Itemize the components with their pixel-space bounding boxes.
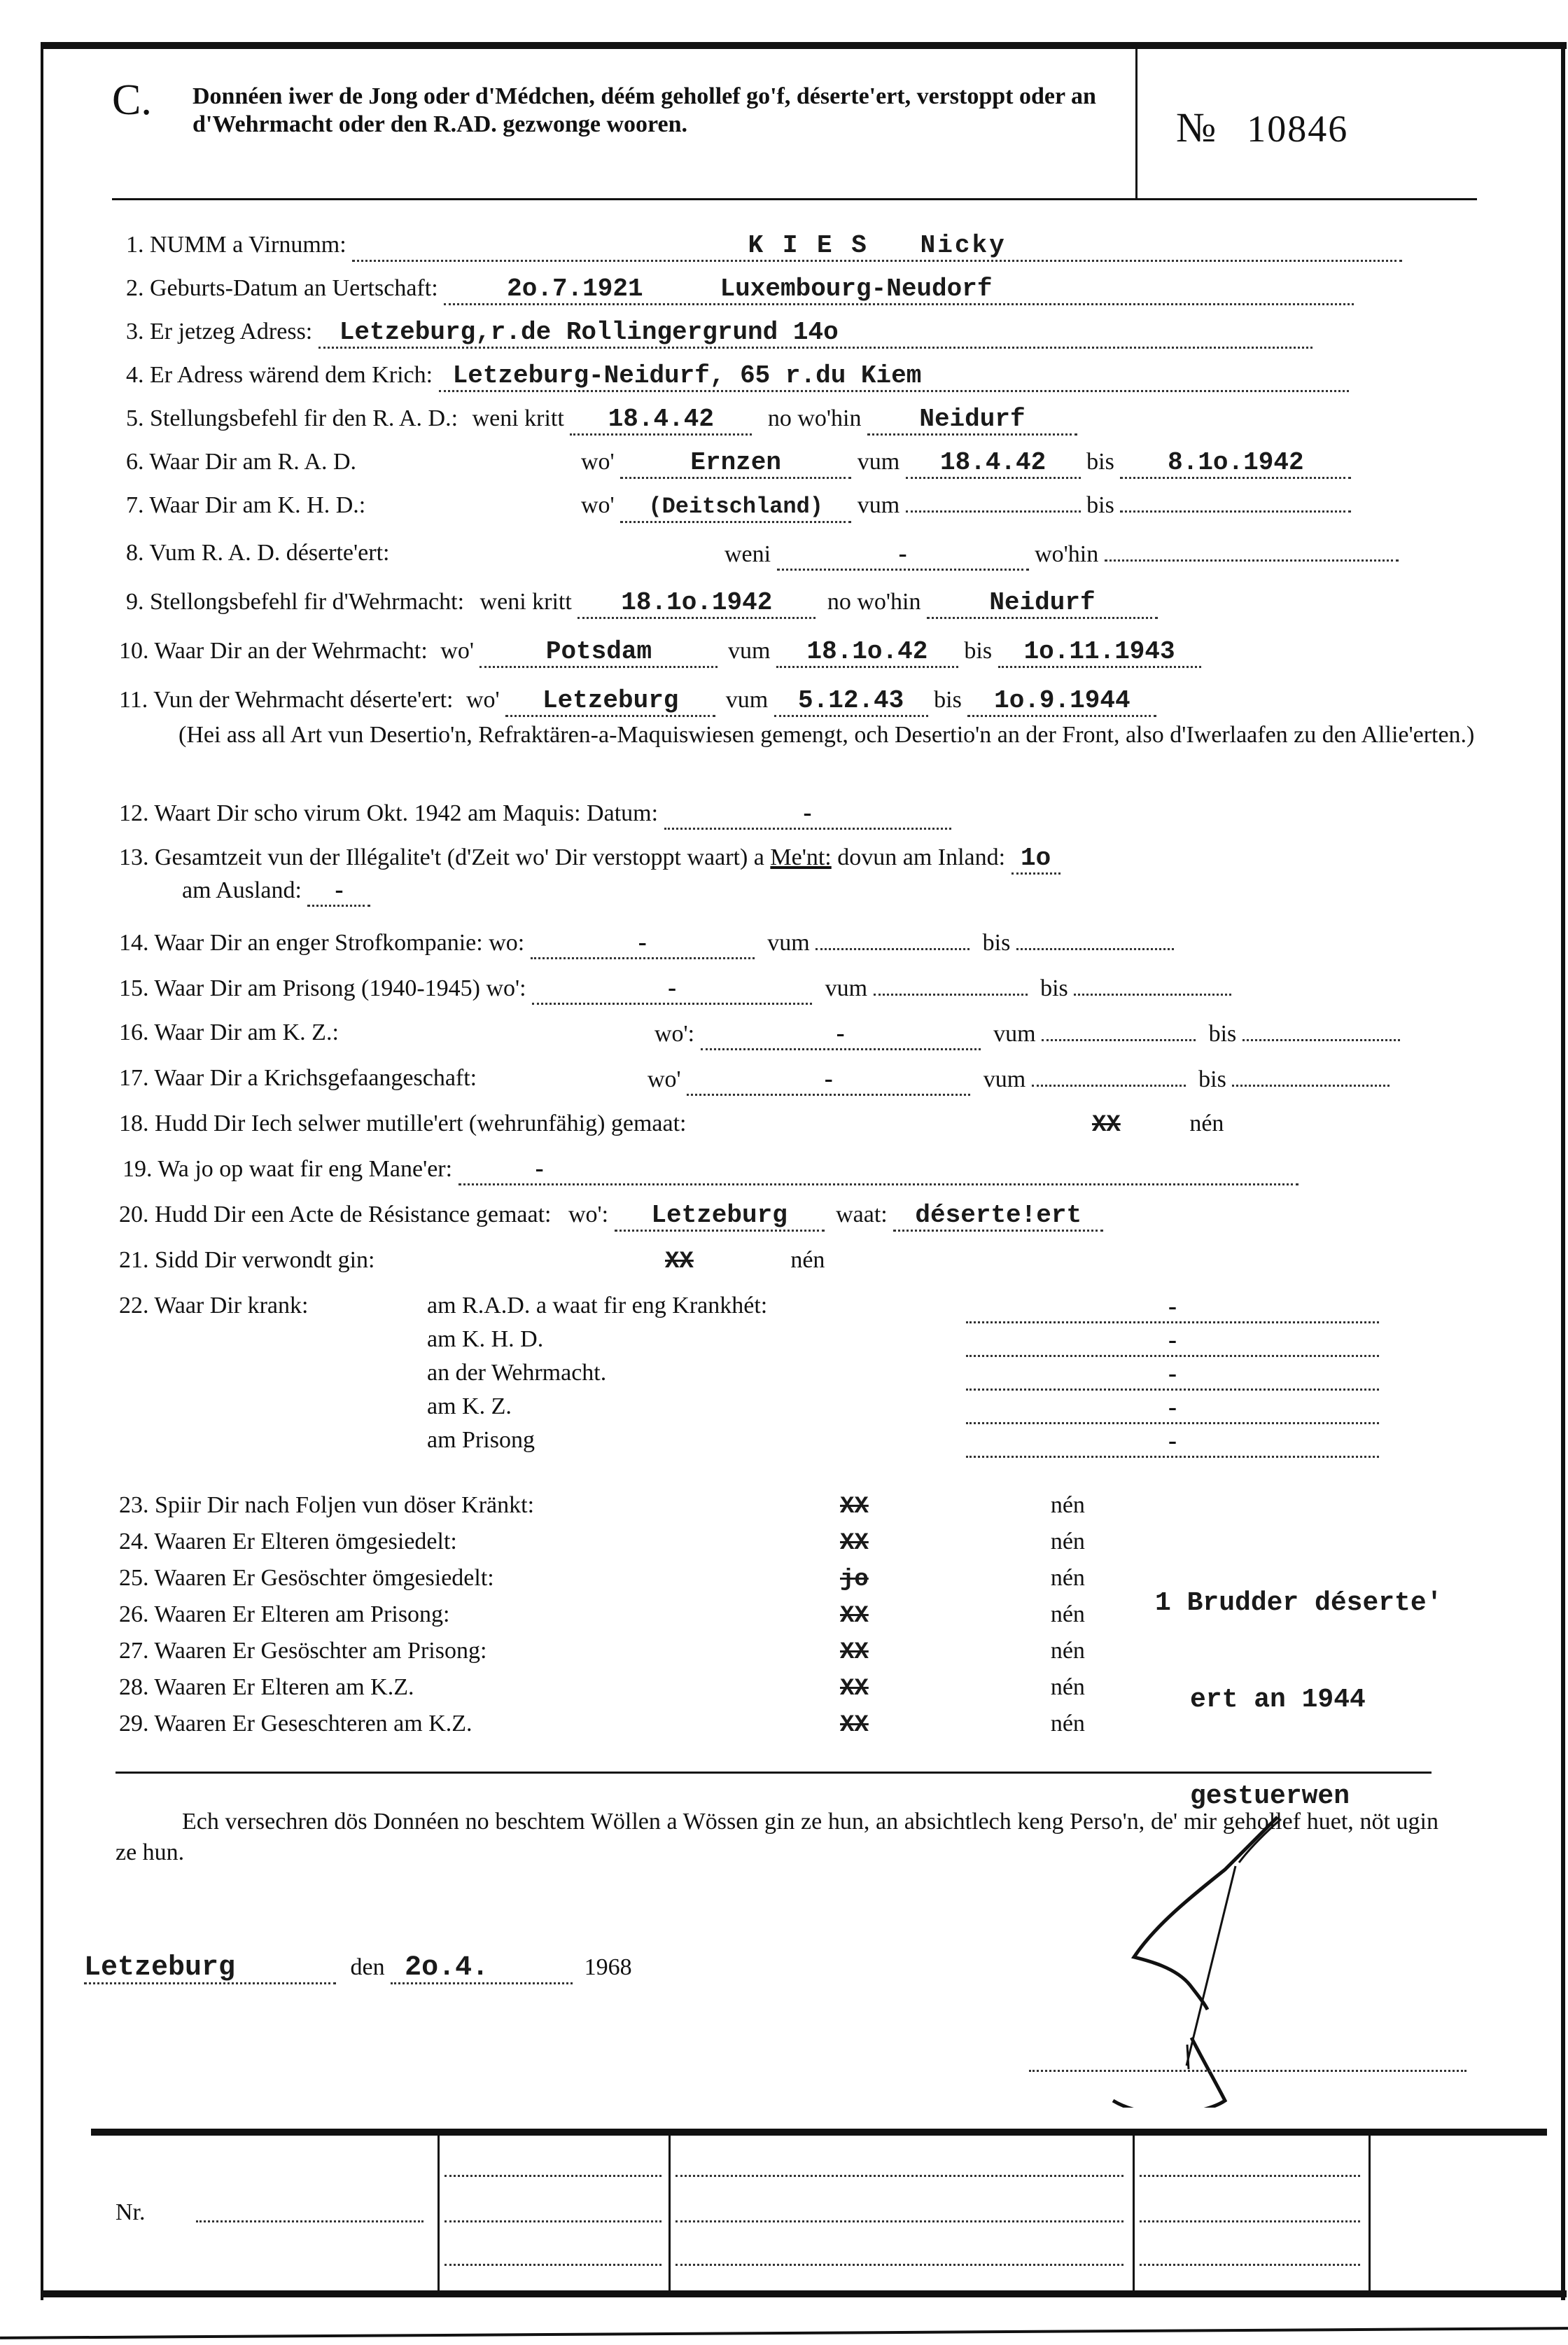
penal-company-dash[interactable]: -	[638, 928, 647, 956]
weni-fill	[777, 539, 1029, 571]
wo-label: wo'	[581, 492, 615, 518]
yes-no-row	[119, 1601, 450, 1629]
wo-fill	[687, 1064, 970, 1096]
waat-label: waat:	[836, 1202, 888, 1227]
signature-stroke	[1187, 2045, 1189, 2069]
field-label: 6. Waar Dir am R. A. D.	[126, 449, 357, 475]
section-letter: C.	[112, 76, 152, 124]
question-label: 24. Waaren Er Elteren ömgesiedelt:	[119, 1529, 457, 1554]
question-label: 29. Waaren Er Geseschteren am K.Z.	[119, 1711, 472, 1737]
weni-label: weni	[724, 541, 771, 567]
yes-no-row	[119, 1673, 414, 1702]
vum-fill	[906, 448, 1081, 479]
field-label: 22. Waar Dir krank:	[119, 1293, 309, 1318]
answer-no[interactable]: nén	[1050, 1492, 1085, 1518]
signature-stroke	[1134, 1817, 1278, 2010]
fill-line	[1242, 1038, 1400, 1041]
field-label: 20. Hudd Dir een Acte de Résistance gemaat:	[119, 1202, 552, 1227]
illness-wehrmacht-answer	[966, 1359, 1379, 1391]
weni-label: weni kritt	[472, 405, 564, 431]
name-fill	[352, 231, 1402, 262]
illness-wehrmacht-dash[interactable]: -	[1168, 1359, 1177, 1387]
header-divider	[1135, 48, 1138, 198]
illness-wehrmacht: an der Wehrmacht.	[427, 1360, 607, 1386]
section-separator	[115, 1772, 1432, 1774]
register-line[interactable]	[444, 2174, 662, 2177]
resistance-place-value[interactable]: Letzeburg	[651, 1201, 788, 1230]
field-7	[126, 492, 365, 520]
yes-no-answers	[840, 1637, 1085, 1666]
wohin-label: no wo'hin	[827, 589, 921, 615]
declaration-place[interactable]: Letzeburg	[84, 1952, 236, 1984]
frame-top-border	[41, 42, 1567, 49]
vum-label: vum	[727, 638, 771, 664]
war-address-fill	[439, 361, 1349, 392]
yes-no-row	[119, 1564, 494, 1592]
wo-fill	[701, 1019, 981, 1050]
register-line[interactable]	[676, 2220, 1124, 2222]
vum-fill	[776, 637, 958, 668]
field-17	[119, 1064, 477, 1092]
register-line[interactable]	[1140, 2263, 1360, 2266]
yes-no-row	[119, 1491, 534, 1519]
illness-kz-answer	[966, 1393, 1379, 1424]
fill-line	[1032, 1084, 1186, 1087]
weni-fill	[570, 405, 752, 436]
field-label: 7. Waar Dir am K. H. D.:	[126, 492, 366, 518]
bis-label: bis	[1198, 1066, 1226, 1092]
field-13	[119, 844, 1060, 875]
field-6	[126, 448, 356, 476]
answer-yes-struck[interactable]: XX	[840, 1603, 869, 1629]
desertion-place-value[interactable]: Letzeburg	[542, 686, 679, 715]
wo-fill	[615, 1201, 825, 1232]
document-number	[1176, 106, 1348, 150]
wounded-yes-struck[interactable]: XX	[665, 1248, 694, 1275]
wo-label: wo':	[654, 1021, 695, 1047]
date-fill	[391, 1954, 573, 1984]
desertion-note: (Hei ass all Art vun Desertio'n, Refraktären-a-Maquiswiesen gemengt, och Desertio'n an der Front, also d'Iwerlaafen zu den Allie'erten.)	[178, 722, 1475, 748]
wo-label: wo'	[466, 687, 500, 713]
answer-no[interactable]: nén	[1050, 1601, 1085, 1627]
fill-line	[816, 947, 969, 950]
yes-no-answers	[840, 1528, 1085, 1557]
field-18-answers	[1092, 1110, 1224, 1139]
wohin-fill	[927, 588, 1158, 619]
maquis-fill	[664, 798, 951, 830]
register-col-divider	[1133, 2134, 1135, 2292]
question-label: 23. Spiir Dir nach Foljen vun döser Kränkt:	[119, 1492, 535, 1518]
self-mutilation-no[interactable]: nén	[1189, 1111, 1224, 1136]
field-14	[119, 928, 1174, 959]
illness-fill	[966, 1292, 1379, 1323]
illness-khd-answer	[966, 1325, 1379, 1357]
fill-line	[1232, 1084, 1390, 1087]
wo-fill	[531, 928, 755, 959]
inland-label: dovun am Inland:	[837, 844, 1006, 870]
wehrmacht-place-value[interactable]: Potsdam	[545, 637, 652, 666]
register-line[interactable]	[1140, 2220, 1360, 2222]
ausland-value[interactable]: -	[335, 875, 344, 903]
inland-fill	[1011, 844, 1060, 875]
field-1	[126, 231, 1402, 262]
place-fill	[84, 1954, 336, 1984]
illness-rad-dash[interactable]: -	[1168, 1292, 1177, 1320]
section-title: Donnéen iwer de Jong oder d'Médchen, déém gehollef go'f, déserte'ert, verstoppt oder an d'Wehrmacht oder den R.AD. gezwonge wooren.	[192, 83, 1096, 137]
birth-fill	[444, 274, 1354, 305]
field-13-ausland	[182, 875, 370, 907]
number-value: 10846	[1247, 108, 1349, 150]
field-label: 21. Sidd Dir verwondt gin:	[119, 1247, 375, 1273]
illness-fill	[966, 1325, 1379, 1357]
illness-fill	[966, 1393, 1379, 1424]
field-8-weni	[724, 539, 1399, 571]
ausland-fill	[307, 875, 370, 907]
illness-rad	[427, 1292, 767, 1320]
field-label: 9. Stellongsbefehl fir d'Wehrmacht:	[126, 589, 465, 615]
question-label: 26. Waaren Er Elteren am Prisong:	[119, 1601, 450, 1627]
sibling-note	[1155, 1523, 1442, 1845]
wo-fill	[620, 492, 851, 523]
register-col-divider	[438, 2134, 440, 2292]
field-label: 17. Waar Dir a Krichsgefaangeschaft:	[119, 1065, 477, 1091]
desertion-from-value[interactable]: 5.12.43	[798, 686, 904, 715]
yes-no-answers	[840, 1673, 1085, 1703]
illness-prison: am Prisong	[427, 1427, 535, 1453]
rad-order-date-value[interactable]: 18.4.42	[608, 405, 714, 433]
vum-label: vum	[993, 1021, 1036, 1047]
illness-kz: am K. Z.	[427, 1393, 512, 1419]
current-address-value[interactable]: Letzeburg,r.de Rollingergrund 14o	[339, 318, 839, 347]
yes-no-row	[119, 1528, 457, 1556]
yes-no-answers	[840, 1491, 1085, 1521]
wo-fill	[532, 973, 812, 1005]
answer-yes-struck[interactable]: XX	[840, 1494, 869, 1520]
fill-line	[1105, 559, 1399, 562]
bis-fill	[967, 686, 1156, 717]
frame-right-border	[1561, 42, 1565, 2300]
answer-yes-struck[interactable]: jo	[840, 1566, 869, 1593]
rad-place-value[interactable]: Ernzen	[690, 448, 781, 477]
rad-to-value[interactable]: 8.1o.1942	[1168, 448, 1304, 477]
maquis-date-dash[interactable]: -	[803, 798, 812, 826]
wehrmacht-to-value[interactable]: 1o.11.1943	[1023, 637, 1175, 666]
wehrmacht-from-value[interactable]: 18.1o.42	[806, 637, 928, 666]
signature-stroke	[1113, 2038, 1225, 2108]
ausland-label: am Ausland:	[182, 877, 302, 903]
answer-yes-struck[interactable]: XX	[840, 1712, 869, 1739]
field-17-wo	[648, 1064, 1390, 1096]
field-3	[126, 318, 1312, 349]
vum-label: vum	[725, 687, 769, 713]
illness-khd-dash[interactable]: -	[1168, 1325, 1177, 1354]
bis-label: bis	[1040, 975, 1068, 1001]
field-5	[126, 405, 1077, 436]
register-col-divider	[1368, 2134, 1371, 2292]
field-11	[119, 686, 1156, 717]
field-label: 4. Er Adress wärend dem Krich:	[126, 362, 433, 388]
rad-desertion-dash[interactable]: -	[898, 539, 907, 567]
register-line[interactable]	[444, 2220, 662, 2222]
fill-line	[1016, 947, 1174, 950]
question-label: 25. Waaren Er Gesöschter ömgesiedelt:	[119, 1565, 494, 1591]
vum-label: vum	[857, 449, 900, 475]
vum-fill	[774, 686, 928, 717]
name-value[interactable]: K I E S Nicky	[748, 231, 1007, 260]
fill-line	[1120, 510, 1351, 513]
field-label: 11. Vun der Wehrmacht déserte'ert:	[119, 687, 454, 713]
answer-no[interactable]: nén	[1050, 1638, 1085, 1664]
bis-label: bis	[1086, 492, 1114, 518]
register-nr-line[interactable]	[196, 2220, 424, 2222]
fill-line	[874, 993, 1028, 996]
bis-label: bis	[1208, 1021, 1237, 1047]
field-label: 12. Waart Dir scho virum Okt. 1942 am Maquis: Datum:	[119, 800, 659, 826]
sibling-note-line: gestuerwen	[1190, 1781, 1350, 1811]
bis-fill	[1120, 448, 1351, 479]
page-edge	[0, 2327, 1568, 2339]
field-21-answers	[665, 1246, 825, 1276]
rad-place-note[interactable]: (Deitschland)	[648, 494, 823, 520]
field-label: 15. Waar Dir am Prisong (1940-1945) wo':	[119, 975, 526, 1001]
field-label: 1. NUMM a Virnumm:	[126, 232, 346, 258]
field-20	[119, 1201, 1103, 1232]
yes-no-answers	[840, 1710, 1085, 1739]
declaration-date[interactable]: 2o.4.	[405, 1952, 489, 1984]
question-label: 27. Waaren Er Gesöschter am Prisong:	[119, 1638, 487, 1664]
fill-line	[1042, 1038, 1196, 1041]
field-label: 19. Wa jo op waat fir eng Mane'er:	[122, 1156, 453, 1182]
wounded-no[interactable]: nén	[790, 1247, 825, 1273]
field-22	[119, 1292, 308, 1320]
header-underline	[112, 198, 1477, 200]
wo-label: wo'	[581, 449, 615, 475]
field-21	[119, 1246, 374, 1274]
field-12	[119, 798, 951, 830]
inland-value[interactable]: 1o	[1020, 844, 1051, 872]
field-label: 5. Stellungsbefehl fir den R. A. D.:	[126, 405, 458, 431]
fill-line	[1074, 993, 1231, 996]
wehrmacht-order-date-value[interactable]: 18.1o.1942	[621, 588, 773, 617]
field-label: 8. Vum R. A. D. déserte'ert:	[126, 540, 390, 566]
field-label: 16. Waar Dir am K. Z.:	[119, 1020, 339, 1045]
answer-yes-struck[interactable]: XX	[840, 1676, 869, 1702]
birth-place-value[interactable]: Luxembourg-Neudorf	[720, 274, 993, 303]
unit-label: Me'nt:	[770, 844, 832, 870]
wo-label: wo':	[568, 1202, 609, 1227]
field-16-wo	[654, 1019, 1400, 1050]
illness-prison-answer	[966, 1426, 1379, 1458]
field-label: 2. Geburts-Datum an Uertschaft:	[126, 275, 438, 301]
field-2	[126, 274, 1354, 305]
register-line[interactable]	[676, 2263, 1124, 2266]
declaration-year: 1968	[584, 1954, 632, 1980]
signature-line	[1029, 2069, 1466, 2072]
register-col-divider	[668, 2134, 671, 2292]
self-mutilation-yes-struck[interactable]: XX	[1092, 1112, 1121, 1139]
bis-label: bis	[964, 638, 993, 664]
bis-label: bis	[1086, 449, 1114, 475]
field-label: 14. Waar Dir an enger Strofkompanie: wo:	[119, 930, 525, 956]
wohin-label: no wo'hin	[767, 405, 862, 431]
signature-stroke	[1239, 1819, 1281, 1863]
illness-rad-answer	[966, 1292, 1379, 1323]
manner-dash[interactable]: -	[535, 1154, 544, 1182]
vum-label: vum	[857, 492, 900, 518]
address-fill	[318, 318, 1312, 349]
resistance-act-value[interactable]: déserte!ert	[915, 1201, 1082, 1230]
field-label: 3. Er jetzeg Adress:	[126, 319, 313, 345]
weni-fill	[578, 588, 816, 619]
yes-no-row	[119, 1637, 486, 1665]
sibling-note-line: ert an 1944	[1190, 1685, 1366, 1715]
bis-fill	[998, 637, 1201, 668]
field-label: 18. Hudd Dir Iech selwer mutille'ert (wehrunfähig) gemaat:	[119, 1111, 687, 1136]
illness-fill	[966, 1359, 1379, 1391]
register-line[interactable]	[1140, 2174, 1360, 2177]
signature	[1008, 1814, 1442, 2108]
frame-bottom-border	[41, 2290, 1567, 2297]
answer-yes-struck[interactable]: XX	[840, 1639, 869, 1666]
weni-label: weni kritt	[479, 589, 572, 615]
declaration-text: Ech versechren dös Donnéen no beschtem Wöllen a Wössen gin ze hun, an absichtlech keng Perso'n, de' mir gehollef huet, nöt ugin ze hun.	[115, 1809, 1438, 1865]
illness-label: am R.A.D. a waat fir eng Krankhét:	[427, 1293, 768, 1318]
vum-label: vum	[825, 975, 868, 1001]
answer-no[interactable]: nén	[1050, 1529, 1085, 1554]
field-9	[126, 588, 1158, 619]
pow-dash[interactable]: -	[824, 1064, 833, 1092]
wohin-fill	[867, 405, 1077, 436]
field-8	[126, 539, 389, 567]
field-label: 10. Waar Dir an der Wehrmacht:	[119, 638, 428, 664]
field-label: 13. Gesamtzeit vun der Illégalite't (d'Zeit wo' Dir verstoppt waart) a	[119, 844, 764, 870]
wohin-label: wo'hin	[1035, 541, 1099, 567]
field-19	[122, 1154, 1298, 1185]
answer-no[interactable]: nén	[1050, 1674, 1085, 1700]
den-label: den	[350, 1954, 385, 1980]
register-line[interactable]	[444, 2263, 662, 2266]
rad-order-place-value[interactable]: Neidurf	[919, 405, 1026, 433]
field-10	[119, 637, 1201, 668]
field-6-wo	[581, 448, 1351, 479]
wo-fill	[505, 686, 715, 717]
vum-label: vum	[767, 930, 810, 956]
vum-label: vum	[983, 1066, 1026, 1092]
prison-dash[interactable]: -	[668, 973, 677, 1001]
yes-no-answers	[840, 1601, 1085, 1630]
rad-from-value[interactable]: 18.4.42	[940, 448, 1046, 477]
field-4	[126, 361, 1349, 392]
manner-fill	[458, 1154, 1298, 1185]
waat-fill	[893, 1201, 1103, 1232]
wo-label: wo'	[440, 638, 474, 664]
bis-label: bis	[934, 687, 962, 713]
field-7-wo	[581, 492, 1351, 523]
number-sign: №	[1176, 104, 1218, 151]
yes-no-answers	[840, 1564, 1085, 1594]
wo-fill	[620, 448, 851, 479]
desertion-to-value[interactable]: 1o.9.1944	[994, 686, 1130, 715]
yes-no-row	[119, 1710, 472, 1738]
answer-no[interactable]: nén	[1050, 1565, 1085, 1591]
wo-fill	[479, 637, 718, 668]
field-15	[119, 973, 1231, 1005]
wehrmacht-order-place-value[interactable]: Neidurf	[989, 588, 1096, 617]
declaration-line	[84, 1954, 632, 1984]
answer-no[interactable]: nén	[1050, 1711, 1085, 1737]
wo-label: wo'	[648, 1066, 681, 1092]
sibling-note-line: 1 Brudder déserte'	[1155, 1588, 1443, 1618]
illness-kz-dash[interactable]: -	[1168, 1393, 1177, 1421]
fill-line	[906, 510, 1081, 513]
register-line[interactable]	[676, 2174, 1124, 2177]
war-address-value[interactable]: Letzeburg-Neidurf, 65 r.du Kiem	[452, 361, 922, 390]
kz-dash[interactable]: -	[836, 1019, 845, 1047]
birth-date-value[interactable]: 2o.7.1921	[507, 274, 643, 303]
answer-yes-struck[interactable]: XX	[840, 1530, 869, 1557]
bis-label: bis	[982, 930, 1011, 956]
field-16	[119, 1019, 339, 1047]
illness-prison-dash[interactable]: -	[1168, 1426, 1177, 1454]
illness-khd: am K. H. D.	[427, 1326, 544, 1352]
frame-left-border	[41, 42, 43, 2300]
illness-fill	[966, 1426, 1379, 1458]
field-18	[119, 1110, 687, 1138]
register-box-top	[91, 2129, 1547, 2136]
question-label: 28. Waaren Er Elteren am K.Z.	[119, 1674, 414, 1700]
register-nr-label: Nr.	[115, 2199, 146, 2225]
